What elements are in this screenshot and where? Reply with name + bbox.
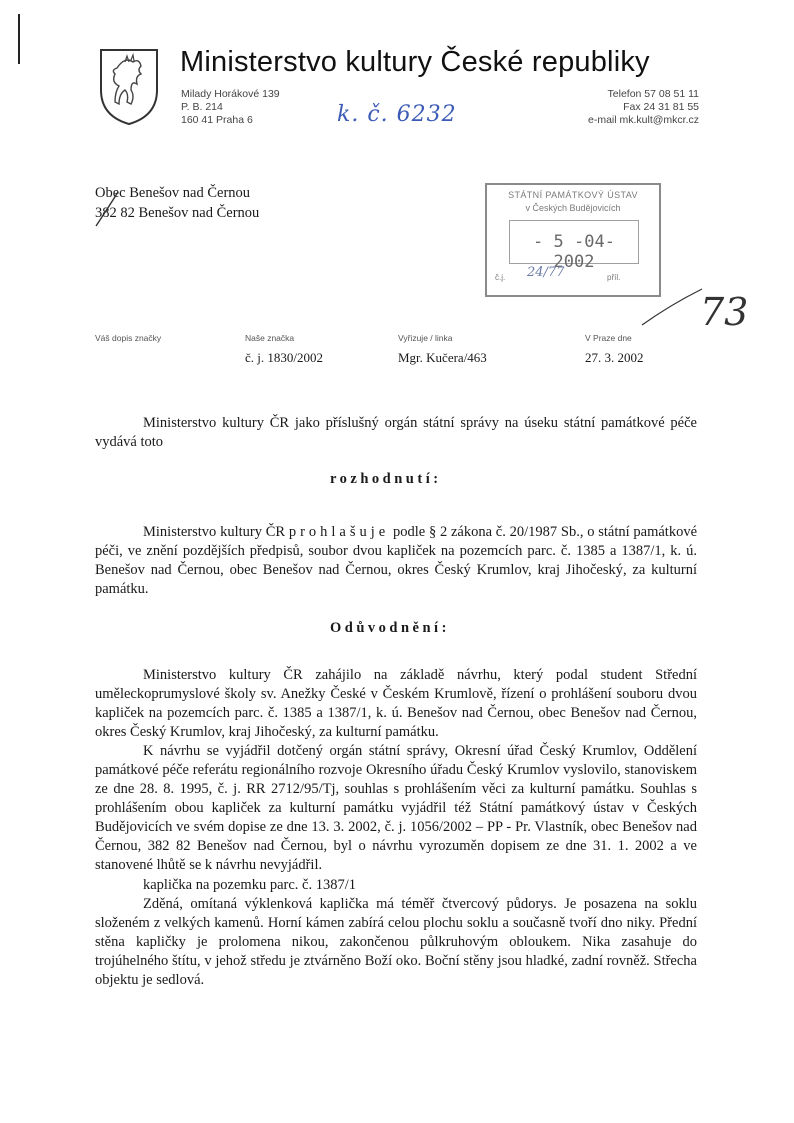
recipient-line-1: Obec Benešov nad Černou: [95, 185, 251, 201]
ministry-contacts: [588, 88, 699, 127]
decision-heading: rozhodnutí:: [330, 471, 442, 487]
ref-label-date: V Praze dne: [585, 333, 632, 343]
decision-text-start: Ministerstvo kultury ČR: [143, 524, 286, 540]
handwritten-mark: [640, 275, 750, 345]
reasoning-heading: Odůvodnění:: [330, 620, 450, 636]
handwritten-strike: [94, 190, 120, 228]
ref-label-handled-by: Vyřizuje / linka: [398, 333, 453, 343]
address-po-box: P. B. 214: [181, 101, 223, 113]
address-street: Milady Horákové 139: [181, 88, 280, 100]
intro-paragraph: Ministerstvo kultury ČR jako příslušný orgán státní správy na úseku státní památkové péče vydává toto: [95, 415, 697, 450]
ref-value-handled-by: Mgr. Kučera/463: [398, 350, 487, 365]
ref-value-date: 27. 3. 2002: [585, 350, 644, 365]
address-city: 160 41 Praha 6: [181, 114, 253, 126]
ministry-title: Ministerstvo kultury České republiky: [180, 46, 650, 78]
stamp-institution: STÁTNÍ PAMÁTKOVÝ ÚSTAV: [508, 190, 638, 200]
ref-label-your-letter: Váš dopis značky: [95, 333, 162, 343]
decision-text-end: podle § 2 zákona č. 20/1987 Sb., o státní památkové péči, ve znění pozdějších předpisů, soubor dvou kapliček na pozemcích parc. č. 1385 a 1387/1, k. ú. Benešov nad Černou, obec Benešov nad Černou, okres Český Krumlov, kraj Jihočeský, za kulturní památku.: [95, 524, 698, 597]
stamp-number-label: č.j.: [495, 273, 506, 282]
ref-label-our-ref: Naše značka: [245, 333, 295, 343]
stamp-date-box: [509, 220, 639, 272]
stamp-attachments-label: příl.: [607, 273, 621, 282]
ref-value-our-ref: č. j. 1830/2002: [245, 350, 323, 365]
stamp-date: - 5 -04- 2002: [533, 232, 615, 272]
contact-email: e-mail mk.kult@mkcr.cz: [588, 114, 699, 126]
reasoning-paragraph-4: Zděná, omítaná výklenková kaplička má téměř čtvercový půdorys. Je posazena na soklu složeném z velkých kamenů. Horní kámen zabírá celou plochu soklu a současně tvoří dno niky. Přední stěna kapličky je prolomena nikou, zakončenou půlkruhovým obloukem. Nika zasahuje do trojúhelného štítu, v jehož středu je ztvárněno Boží oko. Boční stěny jsou hladké, zadní rovněž. Střecha objektu je sedlová.: [95, 896, 697, 988]
decision-paragraph: [95, 523, 697, 599]
reasoning-chapel-subheading: kaplička na pozemku parc. č. 1387/1: [143, 877, 356, 893]
stamp-handwritten-number: 24/77: [527, 265, 565, 280]
margin-mark: [18, 14, 20, 64]
receipt-stamp: [485, 183, 661, 297]
contact-fax: Fax 24 31 81 55: [623, 101, 699, 113]
reasoning-paragraph-2: K návrhu se vyjádřil dotčený orgán státní správy, Okresní úřad Český Krumlov, Oddělení památkové péče referátu regionálního rozvoje Okresního úřadu Český Krumlov vyslovilo, stanoviskem ze dne 28. 8. 1995, č. j. RR 2712/95/Tj, souhlas s prohlášením věci za kulturní památku. Souhlas s prohlášením obou kapliček za kulturní památku vyjádřil též Státní památkový ústav v Českých Budějovicích ve svém dopise ze dne 13. 3. 2002, č. j. 1056/2002 – PP - Pr. Vlastník, obec Benešov nad Černou, 382 82 Benešov nad Černou, byl o návrhu vyrozuměn dopisem ze dne 31. 1. 2002 a ve stanovené lhůtě se k návrhu nevyjádřil.: [95, 743, 697, 873]
decision-verb: prohlašuje: [288, 524, 390, 540]
recipient-line-2: 382 82 Benešov nad Černou: [95, 205, 260, 221]
handwritten-mark-number: 73: [700, 290, 749, 334]
ministry-address: [181, 88, 280, 127]
contact-phone: Telefon 57 08 51 11: [607, 88, 699, 100]
reasoning-paragraph-1: Ministerstvo kultury ČR zahájilo na základě návrhu, který podal student Střední uměleckoprumyslové školy sv. Anežky České v Českém Krumlově, řízení o prohlášení souboru dvou kapliček na pozemcích parc. č. 1385 a 1387/1, k. ú. Benešov nad Černou, obec Benešov nad Černou, okres Český Krumlov, kraj Jihočeský, za kulturní památku.: [95, 667, 697, 740]
stamp-city: v Českých Budějovicích: [525, 203, 621, 213]
handwritten-reference: k. č. 6232: [337, 102, 457, 127]
coat-of-arms-logo: [97, 44, 161, 126]
